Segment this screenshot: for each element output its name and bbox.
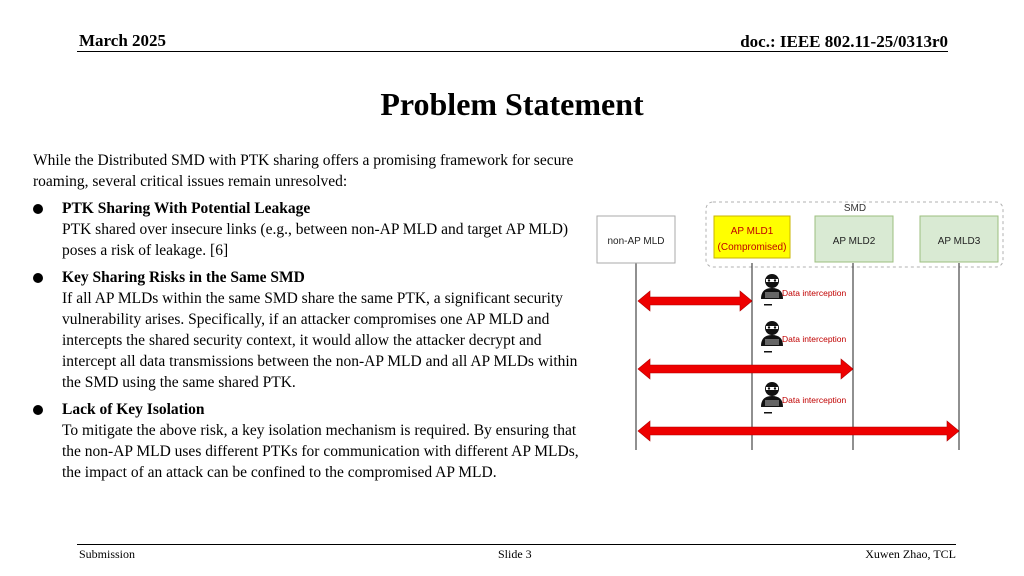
arrow-non-ap-to-ap-mld3: [638, 421, 959, 441]
header-date: March 2025: [79, 31, 167, 50]
attacker-icon: [761, 274, 783, 306]
header-doc-id: doc.: IEEE 802.11-25/0313r0: [740, 32, 948, 51]
bullet-heading: PTK Sharing With Potential Leakage: [62, 200, 311, 217]
footer-author: Xuwen Zhao, TCL: [865, 547, 956, 561]
interception-label: Data interception: [782, 288, 847, 298]
footer-submission: Submission: [79, 547, 136, 561]
footer-divider: [77, 544, 956, 545]
bullet-text: To mitigate the above risk, a key isolation mechanism is required. By ensuring that the non-AP MLD uses different PTKs for communication with different AP MLDs, the impact of an attack can be confined to the compromised AP MLD.: [62, 422, 579, 481]
body-text: [33, 150, 598, 483]
arrow-non-ap-to-ap-mld2: [638, 359, 853, 379]
bullet-item: [33, 399, 598, 483]
smd-diagram: [590, 195, 1010, 455]
slide-title: Problem Statement: [380, 86, 644, 122]
bullet-text: If all AP MLDs within the same SMD share the same PTK, a significant security vulnerability arises. Specifically, if an attacker compromises one AP MLD and intercepts the shared security context, it would allow the attacker decrypt and intercept all data transmissions between the non-AP MLD and all AP MLDs within the SMD using the same shared PTK.: [62, 290, 578, 391]
bullet-item: [33, 198, 598, 261]
attacker-icon: [761, 321, 783, 353]
intro-paragraph: While the Distributed SMD with PTK sharing offers a promising framework for secure roaming, several critical issues remain unresolved:: [33, 152, 574, 190]
header-divider: [77, 51, 948, 52]
bullet-heading: Key Sharing Risks in the Same SMD: [62, 269, 305, 286]
node-label: AP MLD1: [730, 226, 774, 237]
interception-label: Data interception: [782, 395, 847, 405]
bullet-dot-icon: [33, 204, 43, 214]
node-ap-mld2: [815, 216, 893, 262]
bullet-heading: Lack of Key Isolation: [62, 401, 205, 418]
node-ap-mld3: [920, 216, 998, 262]
bullet-text: PTK shared over insecure links (e.g., between non-AP MLD and target AP MLD) poses a risk of leakage. [6]: [62, 221, 569, 259]
arrow-non-ap-to-ap-mld1: [638, 291, 752, 311]
node-label: AP MLD2: [832, 236, 876, 247]
node-label: non-AP MLD: [607, 236, 665, 247]
node-ap-mld1: [714, 216, 790, 258]
smd-label: SMD: [843, 203, 867, 214]
bullet-item: [33, 267, 598, 393]
footer-slide-number: Slide 3: [498, 547, 532, 561]
bullet-dot-icon: [33, 273, 43, 283]
interception-label: Data interception: [782, 334, 847, 344]
attacker-icon: [761, 382, 783, 414]
node-sublabel: (Compromised): [717, 242, 787, 253]
node-non-ap-mld: [597, 216, 675, 263]
bullet-dot-icon: [33, 405, 43, 415]
node-label: AP MLD3: [937, 236, 981, 247]
